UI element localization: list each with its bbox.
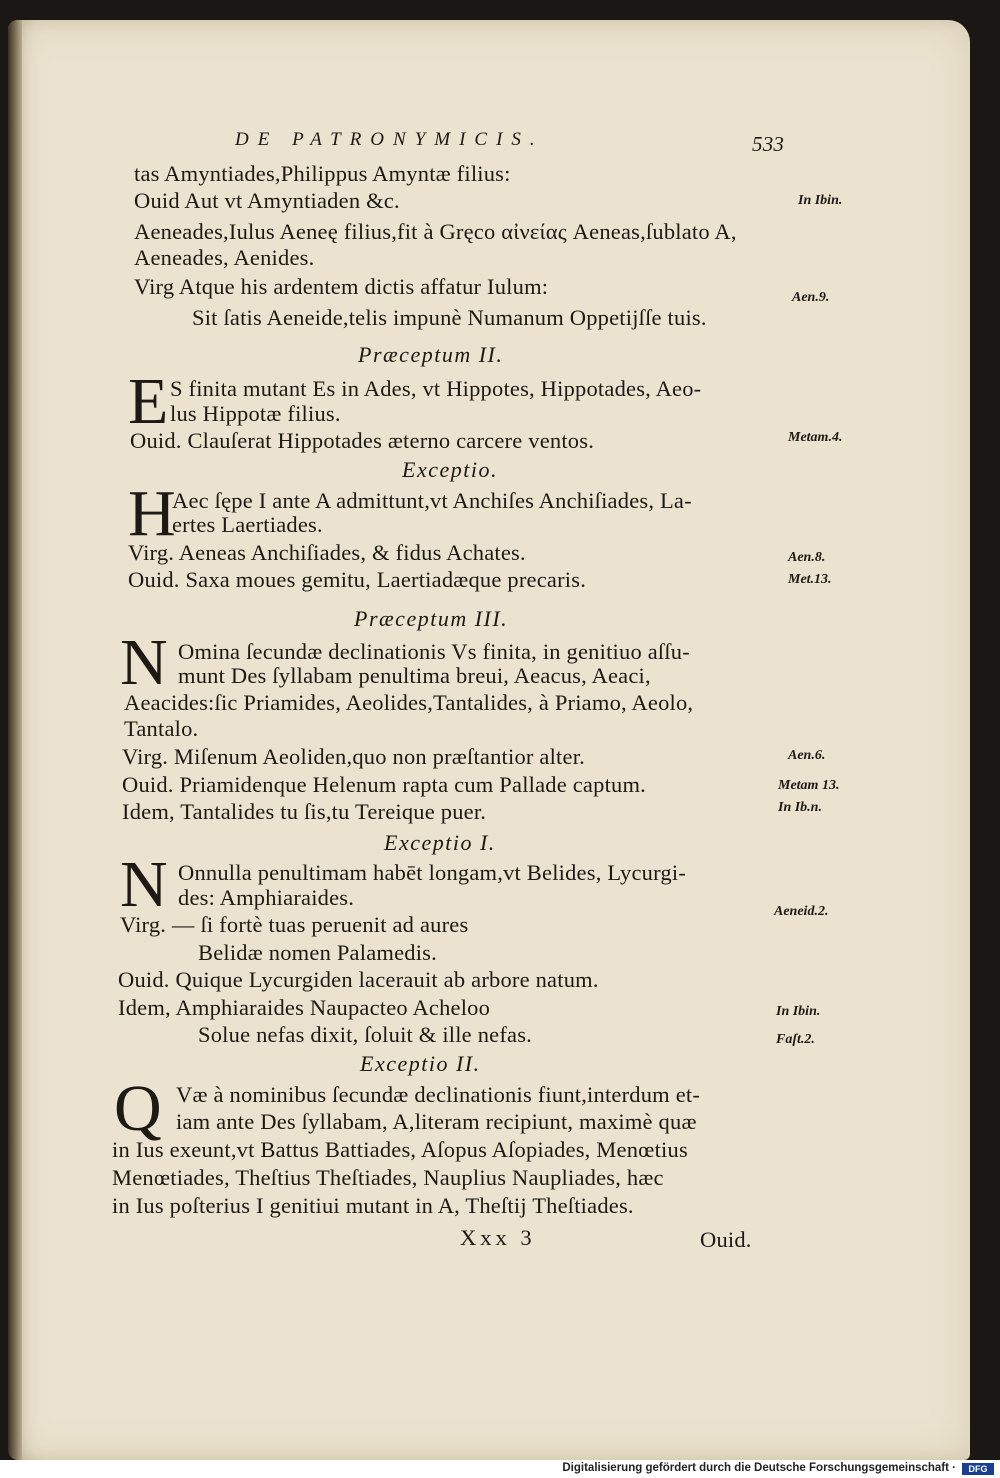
text-line: Virg. Aeneas Anchiſiades, & fidus Achates. bbox=[128, 540, 526, 565]
dfg-logo: DFG bbox=[962, 1463, 994, 1475]
section-heading: Præceptum III. bbox=[354, 606, 509, 631]
digitization-footer bbox=[0, 1460, 1000, 1478]
text-line: iam ante Des ſyllabam, A,literam recipiunt, maximè quæ bbox=[176, 1109, 697, 1134]
margin-note: Met.13. bbox=[788, 572, 832, 587]
running-title: DE PATRONYMICIS. bbox=[235, 129, 544, 150]
margin-note: Metam.4. bbox=[788, 430, 843, 445]
signature-mark: Xxx 3 bbox=[460, 1225, 536, 1250]
margin-note: In Ibin. bbox=[776, 1004, 821, 1019]
text-line: Idem, Amphiaraides Naupacteo Acheloo bbox=[118, 995, 491, 1020]
text-line: Virg. Miſenum Aeoliden,quo non præſtantior alter. bbox=[122, 744, 585, 769]
margin-note: In Ib.n. bbox=[778, 800, 822, 815]
margin-note: Aen.8. bbox=[788, 550, 826, 565]
text-line: Ouid. Priamidenque Helenum rapta cum Pallade captum. bbox=[122, 772, 646, 797]
drop-cap: H bbox=[128, 477, 176, 550]
footer-credit: Digitalisierung gefördert durch die Deutsche Forschungsgemeinschaft · bbox=[562, 1462, 956, 1474]
margin-note: Aeneid.2. bbox=[774, 904, 829, 919]
text-line: Aec ſępe I ante A admittunt,vt Anchiſes Anchiſiades, La- bbox=[172, 488, 692, 513]
text-line: Væ à nominibus ſecundæ declinationis fiunt,interdum et- bbox=[176, 1082, 701, 1107]
text-line: Tantalo. bbox=[124, 716, 199, 741]
section-heading: Exceptio I. bbox=[384, 830, 496, 855]
catchword: Ouid. bbox=[700, 1227, 752, 1252]
text-line: Idem, Tantalides tu ſis,tu Tereique puer. bbox=[122, 799, 487, 824]
drop-cap: E bbox=[128, 365, 169, 438]
text-line: Ouid. Clauſerat Hippotades æterno carcere ventos. bbox=[130, 428, 595, 453]
text-line: in Ius poſterius I genitiui mutant in A, Theſtij Theſtiades. bbox=[112, 1193, 634, 1218]
text-line: Virg. — ſi fortè tuas peruenit ad aures bbox=[120, 912, 469, 937]
text-line: S finita mutant Es in Ades, vt Hippotes, Hippotades, Aeo- bbox=[170, 376, 702, 401]
text-line: Ouid Aut vt Amyntiaden &c. bbox=[134, 188, 400, 213]
text-line: Ouid. Quique Lycurgiden lacerauit ab arbore natum. bbox=[118, 967, 599, 992]
margin-note: Aen.6. bbox=[788, 748, 826, 763]
text-line: Ouid. Saxa moues gemitu, Laertiadæque precaris. bbox=[128, 567, 587, 592]
text-line: tas Amyntiades,Philippus Amyntæ filius: bbox=[134, 161, 511, 186]
text-line: Onnulla penultimam habēt longam,vt Belides, Lycurgi- bbox=[178, 860, 687, 885]
text-line: Aeacides:ſic Priamides, Aeolides,Tantalides, à Priamo, Aeolo, bbox=[124, 690, 694, 715]
margin-note: Aen.9. bbox=[792, 290, 830, 305]
text-line: Belidæ nomen Palamedis. bbox=[198, 940, 437, 965]
section-heading: Exceptio. bbox=[402, 457, 498, 482]
text-line: Aeneades,Iulus Aeneę filius,fit à Gręco αἰνείας Aeneas,ſublato A, bbox=[134, 219, 737, 244]
section-heading: Præceptum II. bbox=[358, 342, 504, 367]
text-line: Omina ſecundæ declinationis Vs finita, in genitiuo aſſu- bbox=[178, 639, 690, 664]
page-number: 533 bbox=[752, 132, 785, 156]
drop-cap: N bbox=[120, 626, 168, 699]
margin-note: Metam 13. bbox=[778, 778, 840, 793]
section-heading: Exceptio II. bbox=[360, 1051, 481, 1076]
drop-cap: Q bbox=[114, 1072, 162, 1145]
page-gutter bbox=[8, 20, 22, 1460]
text-line: Sit ſatis Aeneide,telis impunè Numanum Oppetijſſe tuis. bbox=[192, 305, 707, 330]
margin-note: In Ibin. bbox=[798, 193, 843, 208]
text-line: munt Des ſyllabam penultima breui, Aeacus, Aeaci, bbox=[178, 663, 651, 688]
text-line: Aeneades, Aenides. bbox=[134, 245, 315, 270]
text-line: des: Amphiaraides. bbox=[178, 885, 355, 910]
text-line: ertes Laertiades. bbox=[172, 512, 323, 537]
drop-cap: N bbox=[120, 848, 168, 921]
text-line: Solue nefas dixit, ſoluit & ille nefas. bbox=[198, 1022, 532, 1047]
text-line: Menœtiades, Theſtius Theſtiades, Nauplius Naupliades, hæc bbox=[112, 1165, 664, 1190]
margin-note: Faſt.2. bbox=[776, 1032, 815, 1047]
text-line: Virg Atque his ardentem dictis affatur Iulum: bbox=[134, 274, 549, 299]
text-line: lus Hippotæ filius. bbox=[170, 401, 341, 426]
text-line: in Ius exeunt,vt Battus Battiades, Aſopus Aſopiades, Menœtius bbox=[112, 1137, 688, 1162]
